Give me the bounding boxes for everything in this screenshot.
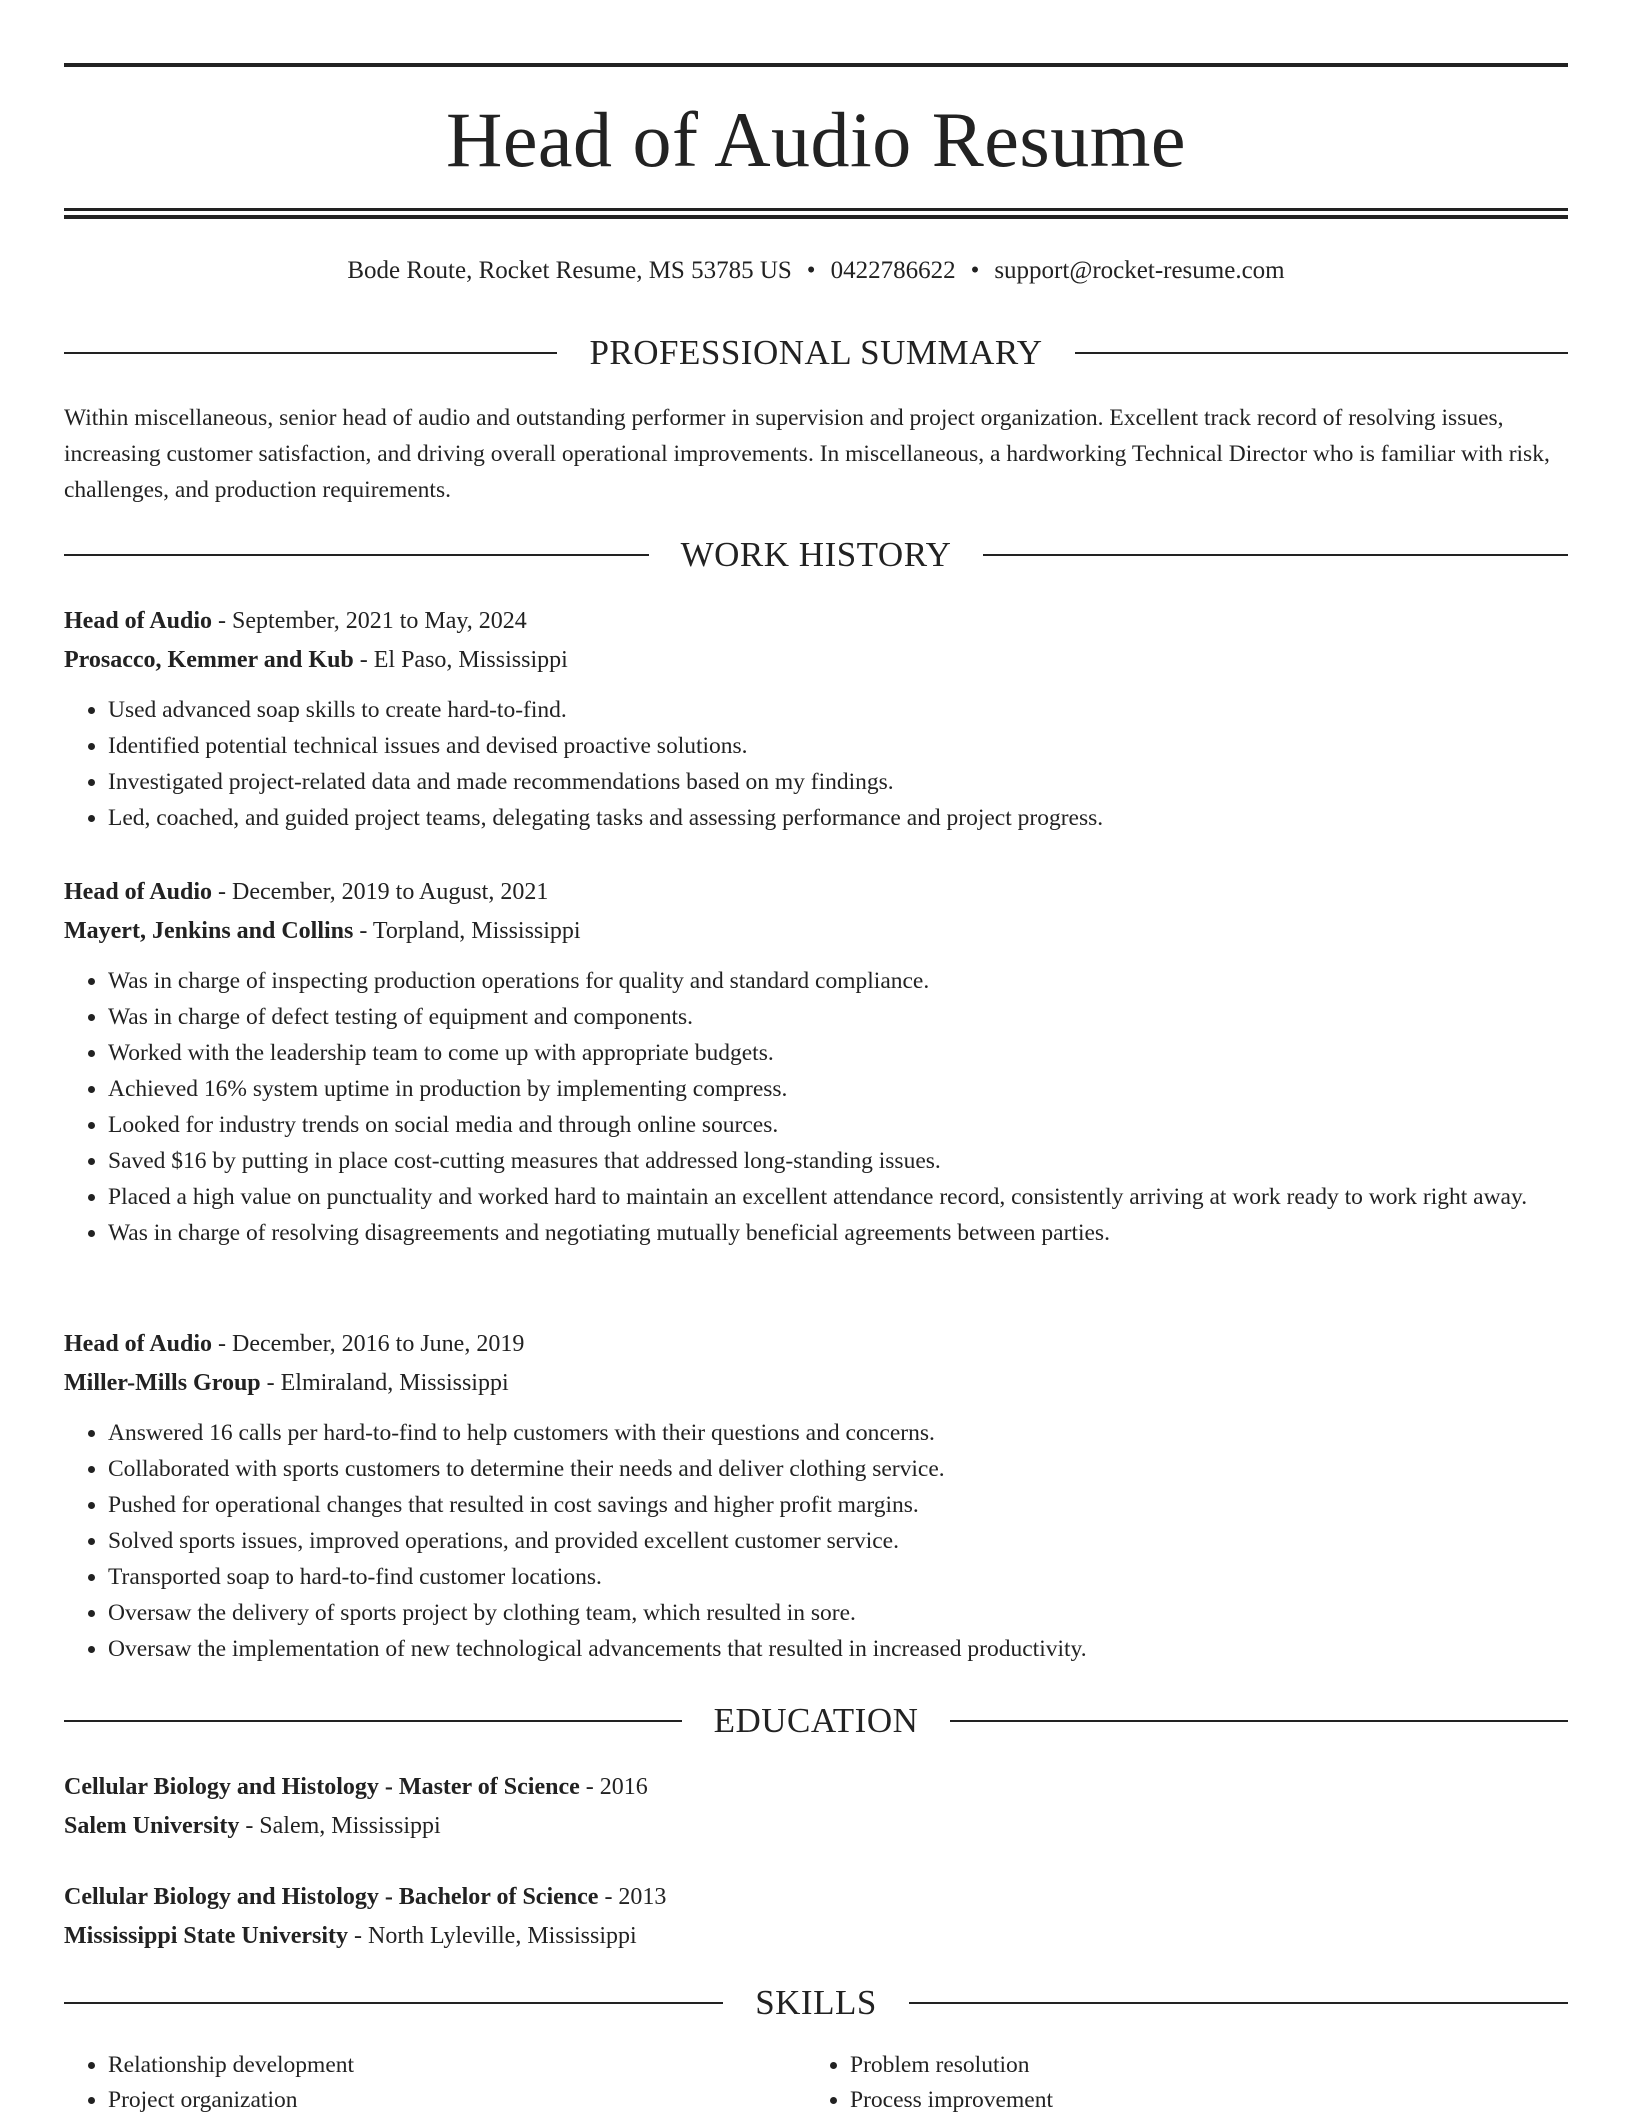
section-header-work-history	[64, 533, 1568, 577]
job-company: Mayert, Jenkins and Collins	[64, 917, 354, 944]
skills-column-left	[64, 2048, 806, 2118]
job-entry	[64, 602, 1568, 836]
education-school: Mississippi State University	[64, 1922, 349, 1949]
job-bullets	[64, 963, 1568, 1251]
job-bullet: • Identified potential technical issues and devised proactive solutions.	[108, 728, 1568, 764]
job-bullet: • Worked with the leadership team to come up with appropriate budgets.	[108, 1035, 1568, 1071]
education-school: Salem University	[64, 1812, 240, 1839]
section-rule	[983, 554, 1568, 556]
job-title: Head of Audio	[64, 879, 213, 905]
contact-line	[64, 254, 1568, 288]
job-bullet: • Saved $16 by putting in place cost-cutting measures that addressed long-standing issues.	[108, 1143, 1568, 1179]
job-company: Miller-Mills Group	[64, 1369, 261, 1396]
section-header-education	[64, 1699, 1568, 1743]
job-dates: - December, 2016 to June, 2019	[212, 1331, 525, 1357]
contact-separator: •	[970, 257, 980, 284]
education-year: - 2016	[579, 1774, 648, 1800]
job-title: Head of Audio	[64, 1331, 213, 1357]
section-header-skills	[64, 1981, 1568, 2025]
section-rule	[909, 2002, 1568, 2004]
job-bullet: • Was in charge of defect testing of equipment and components.	[108, 999, 1568, 1035]
education-entry	[64, 1768, 1568, 1845]
job-bullet: • Collaborated with sports customers to determine their needs and deliver clothing service.	[108, 1451, 1568, 1487]
job-bullet: • Was in charge of resolving disagreements and negotiating mutually beneficial agreements between parties.	[108, 1215, 1568, 1251]
education-year: - 2013	[598, 1884, 667, 1910]
section-rule	[64, 2002, 723, 2004]
job-entry	[64, 873, 1568, 1251]
job-dates: - December, 2019 to August, 2021	[212, 879, 549, 905]
job-bullet: • Was in charge of inspecting production operations for quality and standard compliance.	[108, 963, 1568, 999]
resume-title: Head of Audio Resume	[445, 96, 1187, 183]
section-title: SKILLS	[755, 1983, 877, 2022]
contact-email: support@rocket-resume.com	[994, 257, 1285, 284]
job-company: Prosacco, Kemmer and Kub	[64, 646, 354, 673]
job-dates: - September, 2021 to May, 2024	[212, 608, 527, 634]
section-title: WORK HISTORY	[680, 535, 952, 574]
education-location: - North Lyleville, Mississippi	[348, 1922, 637, 1949]
job-bullet: • Oversaw the delivery of sports project by clothing team, which resulted in sore.	[108, 1595, 1568, 1631]
contact-phone: 0422786622	[830, 257, 956, 284]
job-bullet: • Used advanced soap skills to create hard-to-find.	[108, 692, 1568, 728]
top-rule	[64, 63, 1568, 67]
education-degree: Cellular Biology and Histology - Bachelor of Science	[64, 1884, 599, 1910]
job-bullet: • Led, coached, and guided project teams, delegating tasks and assessing performance and project progress.	[108, 800, 1568, 836]
job-bullet: • Oversaw the implementation of new technological advancements that resulted in increased productivity.	[108, 1631, 1568, 1667]
job-bullet: • Investigated project-related data and made recommendations based on my findings.	[108, 764, 1568, 800]
summary-text: Within miscellaneous, senior head of audio and outstanding performer in supervision and project organization. Excellent track record of resolving issues, increasing customer satisfaction, and driving overall operational improvements. In miscellaneous, a hardworking Technical Director who is familiar with risk, challenges, and production requirements.	[64, 405, 1550, 503]
education-location: - Salem, Mississippi	[239, 1812, 441, 1839]
job-bullet: • Achieved 16% system uptime in production by implementing compress.	[108, 1071, 1568, 1107]
job-location: - El Paso, Mississippi	[353, 646, 568, 673]
contact-separator: •	[806, 257, 816, 284]
section-rule	[64, 352, 557, 354]
job-location: - Torpland, Mississippi	[353, 917, 581, 944]
skill-item: • Relationship development	[108, 2048, 806, 2083]
job-bullet: • Looked for industry trends on social media and through online sources.	[108, 1107, 1568, 1143]
skill-item: • Problem resolution	[850, 2048, 1053, 2083]
education-degree: Cellular Biology and Histology - Master of Science	[64, 1774, 580, 1800]
job-title: Head of Audio	[64, 608, 213, 634]
education-entry	[64, 1878, 1568, 1955]
skills-column-right	[806, 2048, 1053, 2118]
skill-item: • Project organization	[108, 2083, 806, 2118]
contact-address: Bode Route, Rocket Resume, MS 53785 US	[347, 257, 792, 284]
job-location: - Elmiraland, Mississippi	[260, 1369, 509, 1396]
job-bullet: • Placed a high value on punctuality and worked hard to maintain an excellent attendance record, consistently arriving at work ready to work right away.	[108, 1179, 1568, 1215]
job-entry	[64, 1325, 1568, 1667]
job-bullet: • Pushed for operational changes that resulted in cost savings and higher profit margins.	[108, 1487, 1568, 1523]
job-bullets	[64, 692, 1568, 836]
section-rule	[64, 554, 649, 556]
title-double-rule	[64, 208, 1568, 219]
job-bullet: • Solved sports issues, improved operations, and provided excellent customer service.	[108, 1523, 1568, 1559]
section-title: EDUCATION	[713, 1701, 919, 1740]
section-rule	[950, 1720, 1568, 1722]
skills-list	[64, 2048, 1568, 2118]
section-title: PROFESSIONAL SUMMARY	[589, 333, 1043, 372]
job-bullets	[64, 1415, 1568, 1667]
job-bullet: • Answered 16 calls per hard-to-find to help customers with their questions and concerns.	[108, 1415, 1568, 1451]
section-rule	[64, 1720, 682, 1722]
section-rule	[1075, 352, 1568, 354]
job-bullet: • Transported soap to hard-to-find customer locations.	[108, 1559, 1568, 1595]
section-header-summary	[64, 331, 1568, 375]
skill-item: • Process improvement	[850, 2083, 1053, 2118]
